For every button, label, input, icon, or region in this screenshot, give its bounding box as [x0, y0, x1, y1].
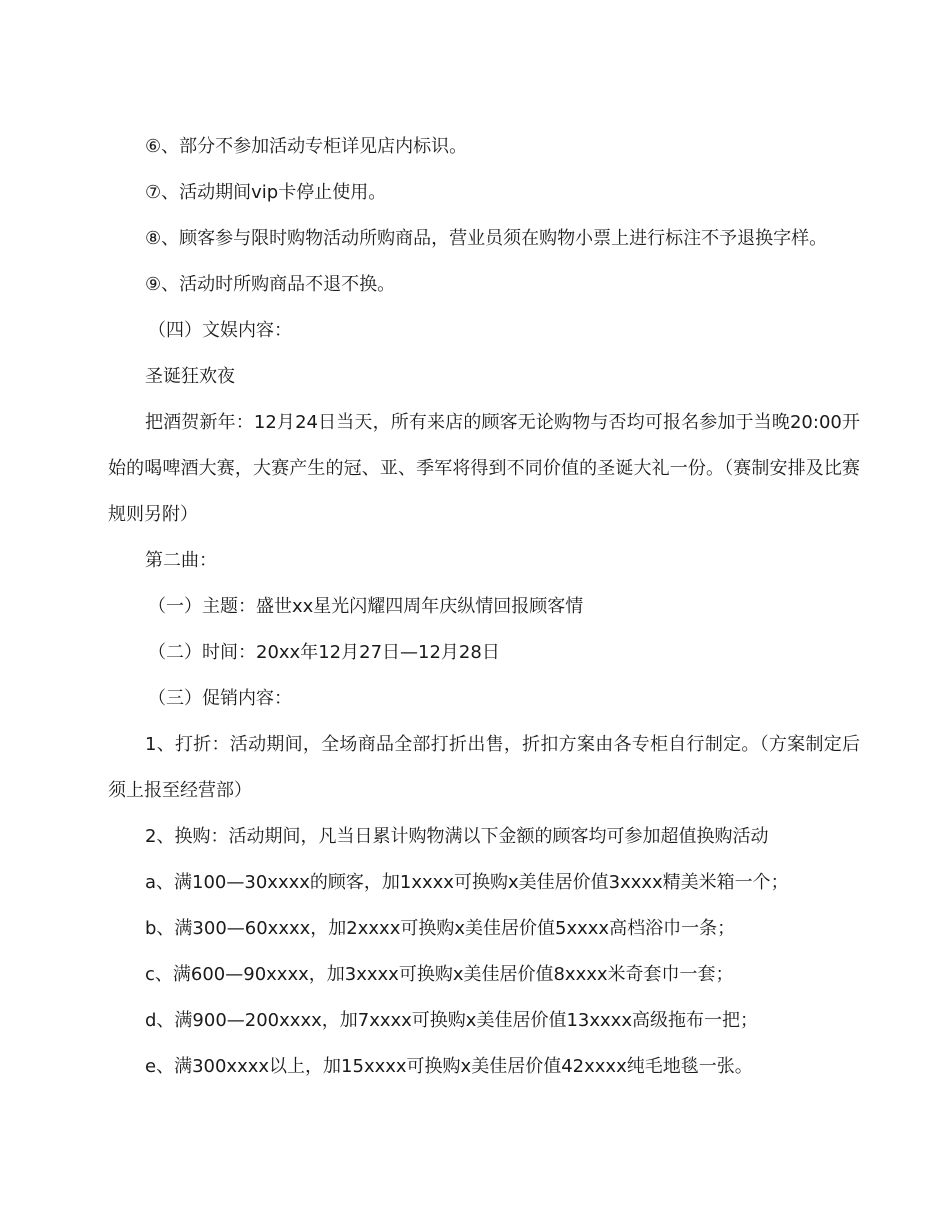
paragraph-item-8: ⑧、顾客参与限时购物活动所购商品，营业员须在购物小票上进行标注不予退换字样。: [145, 228, 828, 249]
paragraph-item-6: ⑥、部分不参加活动专柜详见店内标识。: [145, 136, 468, 157]
section-heading-promotion: （三）促销内容：: [148, 688, 292, 709]
section-heading-entertainment: （四）文娱内容：: [148, 320, 292, 341]
list-item-e: e、满300xxxx以上，加15xxxx可换购x美佳居价值42xxxx纯毛地毯一张。: [145, 1056, 753, 1077]
list-item-a: a、满100—30xxxx的顾客，加1xxxx可换购x美佳居价值3xxxx精美米箱一个；: [145, 872, 789, 893]
paragraph-item-7: ⑦、活动期间vip卡停止使用。: [145, 182, 387, 203]
section-heading-second: 第二曲：: [145, 550, 217, 571]
document-body: [108, 124, 860, 1090]
paragraph-beer-contest: 把酒贺新年：12月24日当天，所有来店的顾客无论购物与否均可报名参加于当晚20:00开始的喝啤酒大赛，大赛产生的冠、亚、季军将得到不同价值的圣诞大礼一份。（赛制安排及比赛规则另附）: [108, 412, 860, 525]
event-title: 圣诞狂欢夜: [145, 366, 235, 387]
paragraph-exchange: 2、换购：活动期间，凡当日累计购物满以下金额的顾客均可参加超值换购活动: [145, 826, 769, 847]
paragraph-time: （二）时间：20xx年12月27日—12月28日: [148, 642, 500, 663]
list-item-c: c、满600—90xxxx，加3xxxx可换购x美佳居价值8xxxx米奇套巾一套；: [145, 964, 734, 985]
paragraph-item-9: ⑨、活动时所购商品不退不换。: [145, 274, 396, 295]
list-item-d: d、满900—200xxxx，加7xxxx可换购x美佳居价值13xxxx高级拖布一把；: [145, 1010, 758, 1031]
list-item-b: b、满300—60xxxx，加2xxxx可换购x美佳居价值5xxxx高档浴巾一条；: [145, 918, 736, 939]
paragraph-theme: （一）主题：盛世xx星光闪耀四周年庆纵情回报顾客情: [148, 596, 584, 617]
paragraph-discount: 1、打折：活动期间，全场商品全部打折出售，折扣方案由各专柜自行制定。（方案制定后须上报至经营部）: [108, 734, 860, 801]
